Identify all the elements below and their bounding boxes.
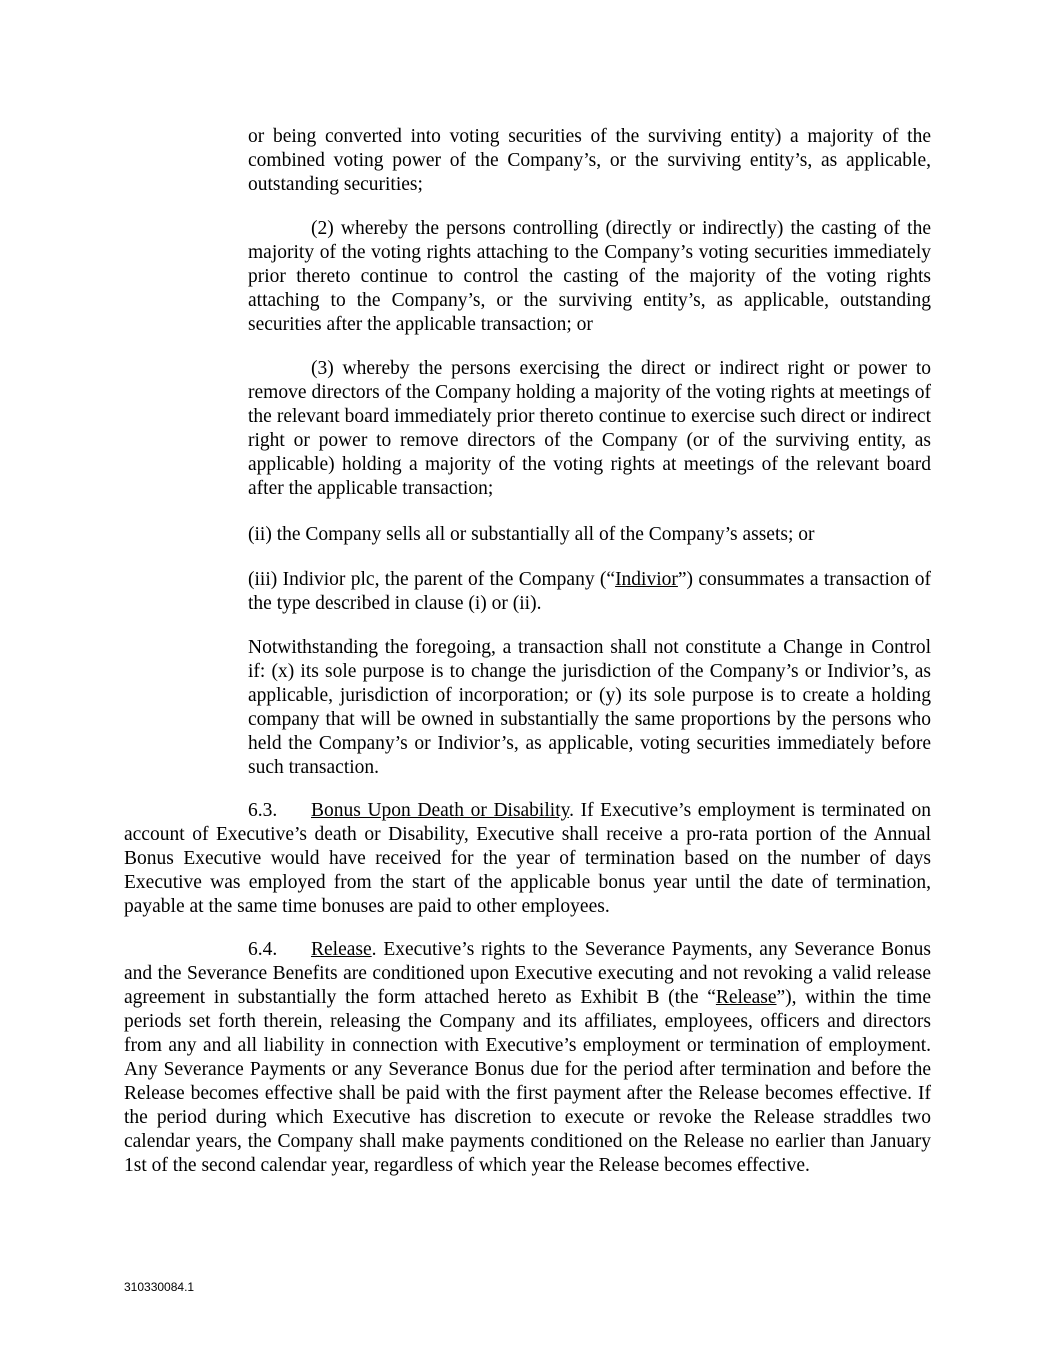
section-6-4-text-b: ”), within the time periods set forth therein, releasing the Company and its affiliates, employees, officers and directors from any and all liability in connection with Executive’s employment or termination of employment. Any Severance Payments or any Severance Bonus due for the period after termination and before the Release becomes effective shall be paid with the first payment after the Release becomes effective. If the period during which Executive has discretion to execute or revoke the Release straddles two calendar years, the Company shall make payments conditioned on the Release no earlier than January 1st of the second calendar year, regardless of which year the Release becomes effective.: [124, 987, 932, 1176]
section-6-3: [124, 799, 931, 919]
section-6-3-text: . If Executive’s employment is terminated on account of Executive’s death or Disability, Executive shall receive a pro-rata portion of the Annual Bonus Executive would have received for the year of termination based on the number of days Executive was employed from the start of the applicable bonus year until the date of termination, payable at the same time bonuses are paid to other employees.: [124, 800, 931, 917]
section-6-3-heading: Bonus Upon Death or Disability: [311, 800, 570, 821]
clause-iii-text-after: ”) consummates a transaction of the type described in clause (i) or (ii).: [248, 569, 931, 614]
clause-iii-text-before: (iii) Indivior plc, the parent of the Company (“: [248, 569, 616, 590]
section-6-4: [124, 938, 931, 1178]
paragraph-notwithstanding: Notwithstanding the foregoing, a transaction shall not constitute a Change in Control if: (x) its sole purpose is to change the jurisdiction of the Company’s or Indivior’s, as applicable, jurisdiction of incorporation; or (y) its sole purpose is to create a holding company that will be owned in substantially the same proportions by the persons who held the Company’s or Indivior’s, as applicable, voting securities immediately before such transaction.: [248, 637, 931, 778]
defined-term-release: Release: [715, 987, 777, 1008]
section-6-4-text-a: . Executive’s rights to the Severance Payments, any Severance Bonus and the Severance Benefits are conditioned upon Executive executing and not revoking a valid release agreement in substantially the form attached hereto as Exhibit B (the “: [124, 939, 931, 1008]
section-6-4-heading: Release: [311, 939, 372, 960]
paragraph-clause-iii: [248, 568, 931, 616]
paragraph-clause-3: (3) whereby the persons exercising the direct or indirect right or power to remove directors of the Company holding a majority of the voting rights at meetings of the relevant board immediately prior thereto continue to exercise such direct or indirect right or power to remove directors of the Company (or of the surviving entity, as applicable) holding a majority of the voting rights at meetings of the relevant board after the applicable transaction;: [248, 358, 931, 499]
paragraph-clause-2: (2) whereby the persons controlling (directly or indirectly) the casting of the majority of the voting rights attaching to the Company’s voting securities immediately prior thereto continue to control the casting of the majority of the voting rights attaching to the Company’s, or the surviving entity’s, as applicable, outstanding securities after the applicable transaction; or: [248, 218, 931, 335]
defined-term-indivior: Indivior: [615, 569, 678, 590]
document-id-footer: 310330084.1: [124, 1280, 195, 1294]
paragraph-continuation: or being converted into voting securities of the surviving entity) a majority of the combined voting power of the Company’s, or the surviving entity’s, as applicable, outstanding securities;: [248, 126, 931, 195]
section-6-4-number: 6.4.: [248, 939, 278, 960]
section-6-3-number: 6.3.: [248, 800, 278, 821]
paragraph-clause-ii: (ii) the Company sells all or substantially all of the Company’s assets; or: [248, 524, 815, 545]
